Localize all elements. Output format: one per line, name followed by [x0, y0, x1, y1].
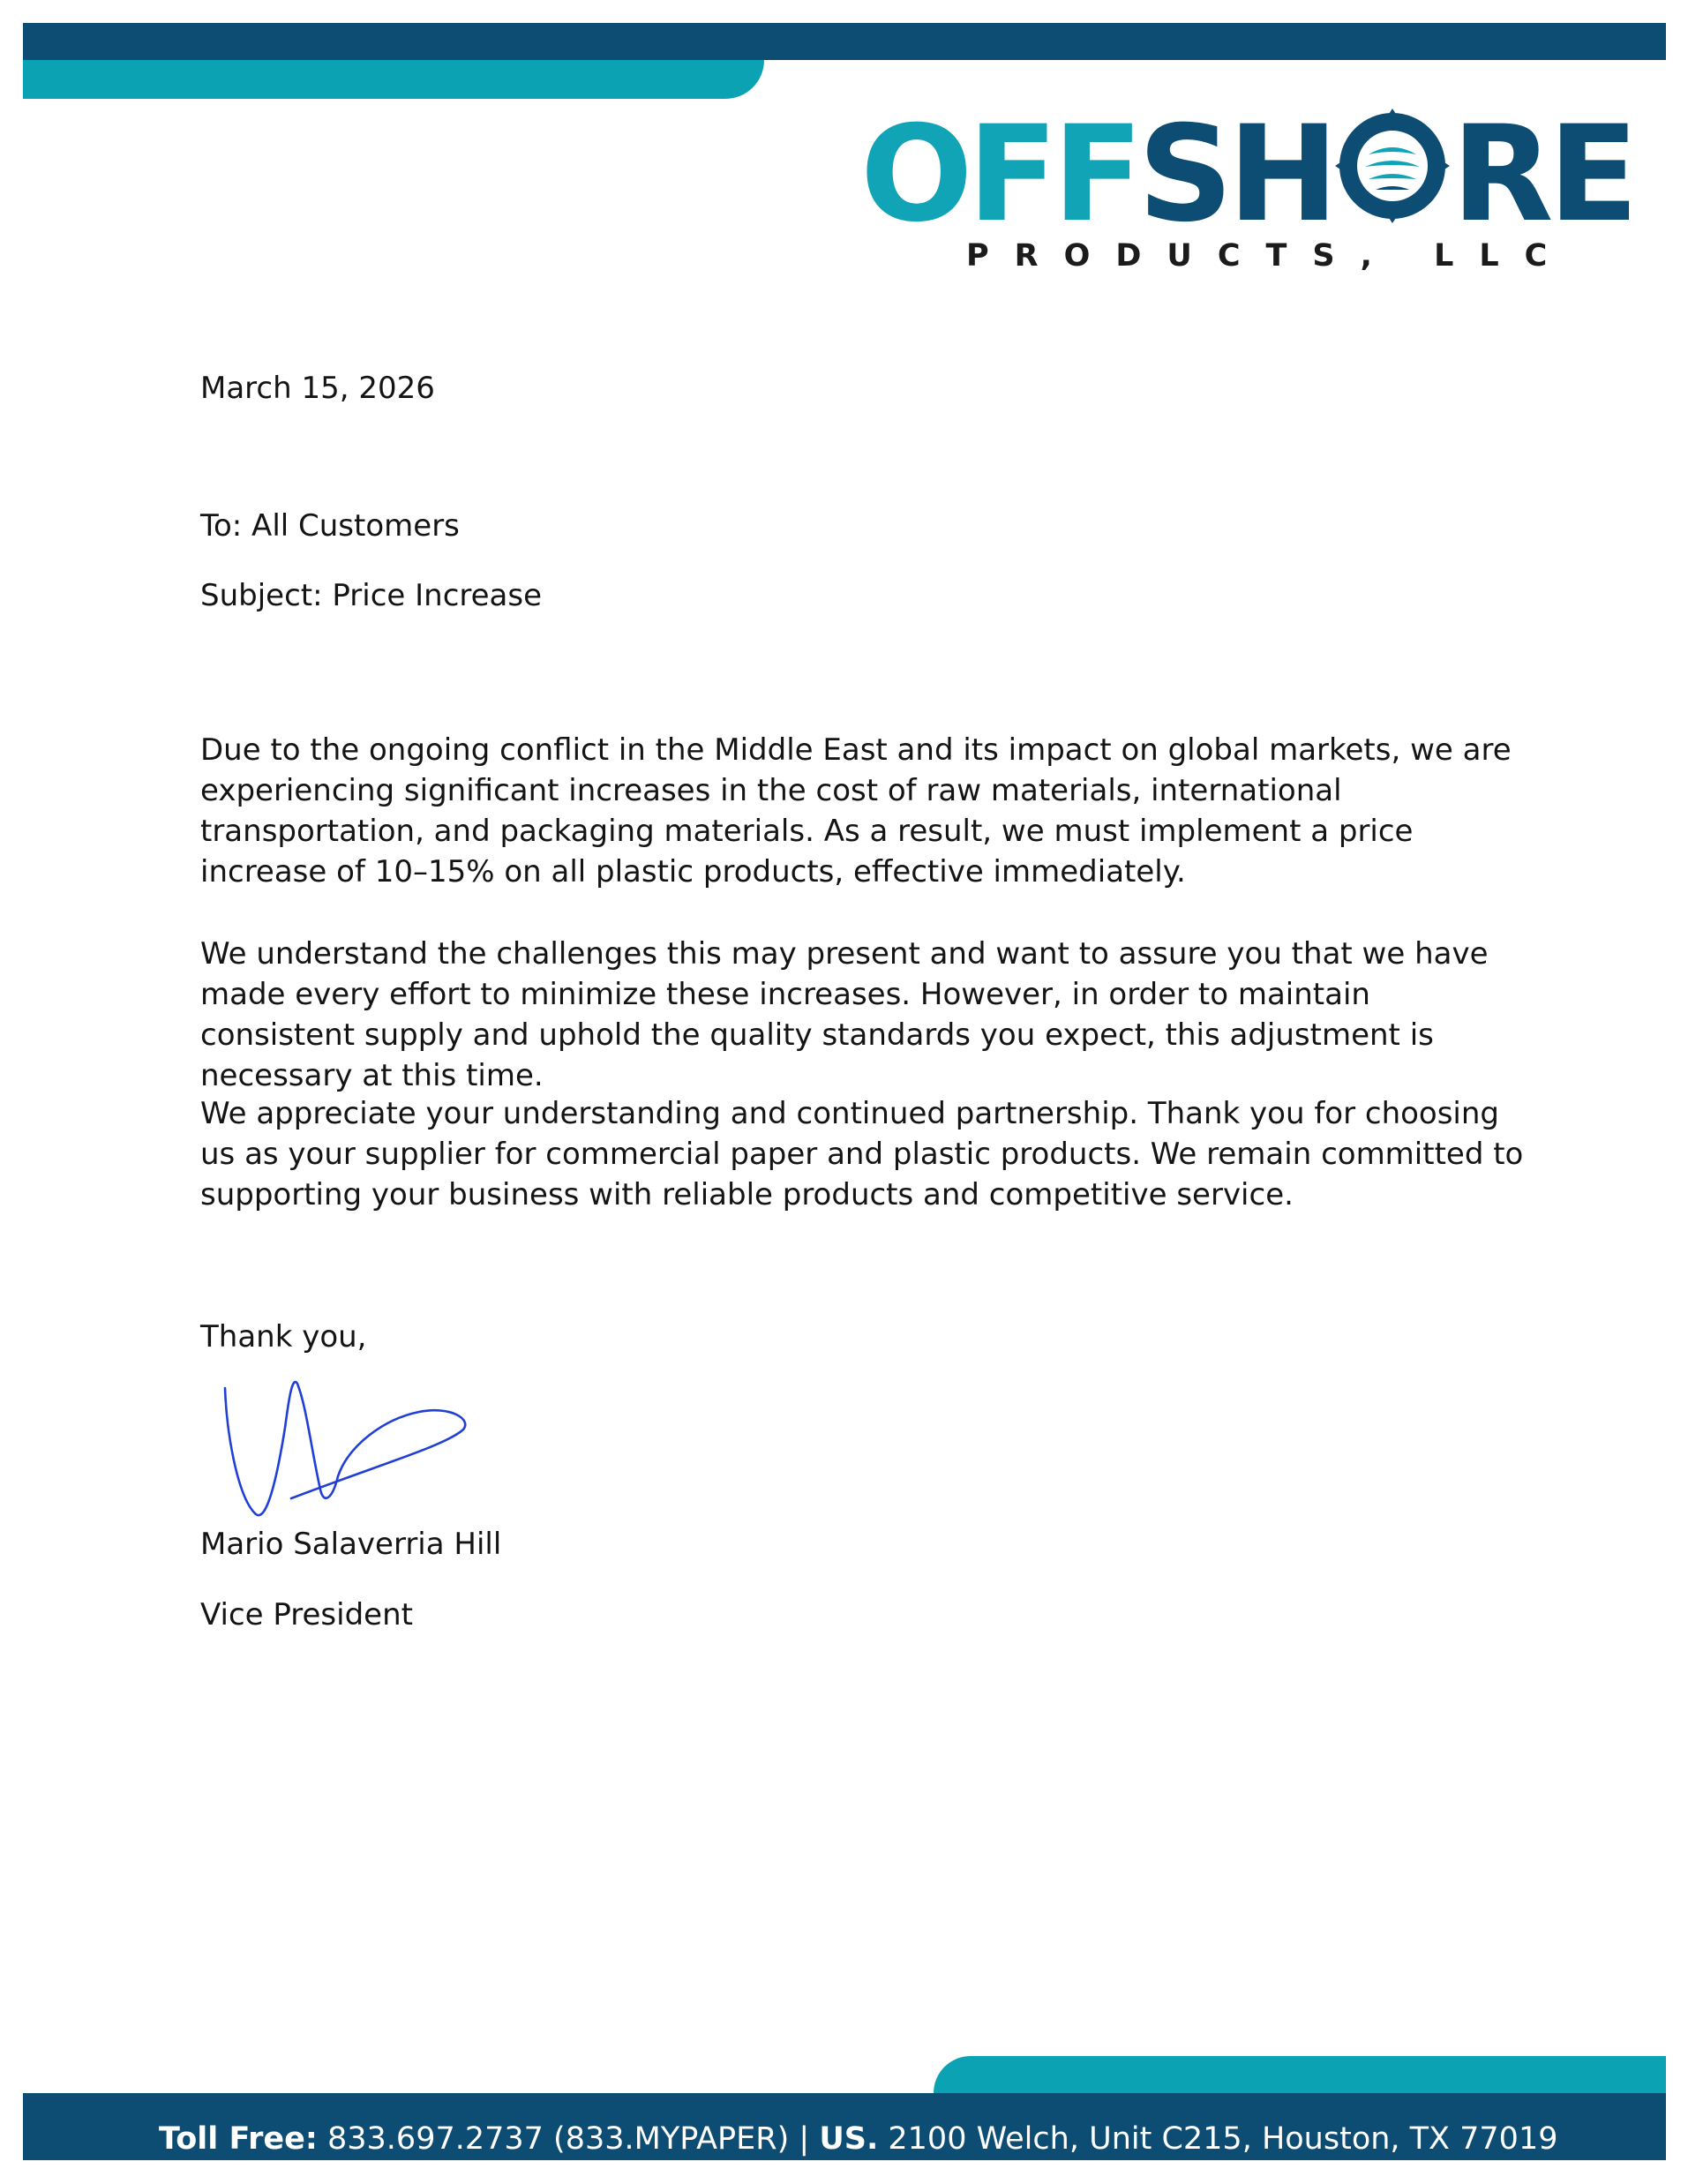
logo-word-part2: SH: [1137, 98, 1334, 251]
paragraph: We appreciate your understanding and continued partnership. Thank you for choosing us as your supplier for commercial paper and plastic products. We remain committed to supporting your business with reliable products and competitive service.: [200, 1096, 1524, 1212]
letter-closing: Thank you,: [200, 1319, 367, 1355]
company-logo: [860, 98, 1633, 285]
letter-date: March 15, 2026: [200, 371, 435, 406]
signer-name: Mario Salaverria Hill: [200, 1527, 502, 1562]
logo-subtitle: PRODUCTS, LLC: [966, 238, 1573, 274]
handwritten-signature: [207, 1366, 481, 1542]
paragraph: We understand the challenges this may present and want to assure you that we have made every effort to minimize these increases. However, in order to maintain consistent supply and uphold the quality standards you expect, this adjustment is necessary at this time.: [200, 936, 1489, 1093]
paragraph: Due to the ongoing conflict in the Middle East and its impact on global markets, we are experiencing significant increases in the cost of raw materials, international transportation, and packaging materials. As a result, we must implement a price increase of 10–15% on all plastic products, effective immediately.: [200, 732, 1512, 889]
signer-title: Vice President: [200, 1597, 413, 1632]
toll-free-label: Toll Free:: [159, 2121, 318, 2157]
globe-compass-icon: [1335, 109, 1450, 223]
footer-teal-bar: [934, 2056, 1666, 2093]
header-teal-bar: [23, 60, 764, 99]
footer-contact: [159, 2120, 1558, 2158]
logo-word-part1: OFF: [860, 98, 1138, 251]
footer-separator: |: [799, 2121, 810, 2157]
header-navy-bar: [23, 23, 1666, 60]
us-label: US.: [819, 2121, 879, 2157]
toll-free-number: 833.697.2737 (833.MYPAPER): [327, 2121, 790, 2157]
logo-word-part3: RE: [1452, 98, 1633, 251]
letter-recipient: To: All Customers: [200, 508, 460, 544]
letter-subject: Subject: Price Increase: [200, 578, 542, 613]
footer-address: 2100 Welch, Unit C215, Houston, TX 77019: [888, 2121, 1558, 2157]
logo-wordmark: [860, 98, 1633, 251]
